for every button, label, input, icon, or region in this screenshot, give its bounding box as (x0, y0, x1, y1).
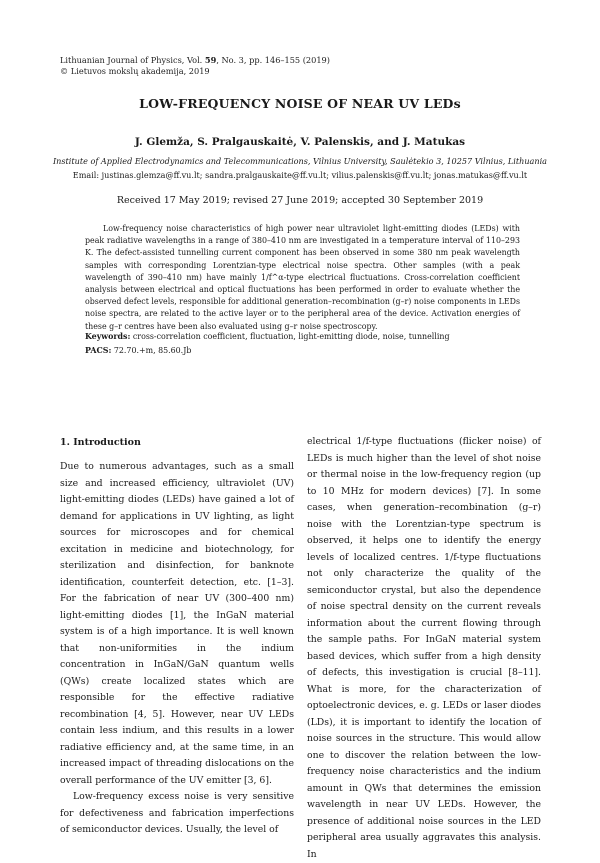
paragraph: Due to numerous advantages, such as a small size and increased efficiency, ultraviolet (UV) light-emitting diodes (LEDs) have gained a lot of demand for applications in UV lighting, as light sources for microscopes and for chemical excitation in medicine and biotechnology, for sterilization and disinfection, for banknote identification, counterfeit detection, etc. [1–3]. For the fabrication of near UV (300–400 nm) light-emitting diodes [1], the InGaN material system is of a high importance. It is well known that non-uniformities in the indium concentration in InGaN/GaN quantum wells (QWs) create localized states which are responsible for the effective radiative recombination [4, 5]. However, near UV LEDs contain less indium, and this results in a lower radiative efficiency and, at the same time, in an increased impact of threading dislocations on the overall performance of the UV emitter [3, 6]. (60, 461, 294, 786)
journal-citation: Lithuanian Journal of Physics, Vol. 59, No. 3, pp. 146–155 (2019) (60, 55, 330, 65)
received-dates: Received 17 May 2019; revised 27 June 2019; accepted 30 September 2019 (116, 195, 484, 206)
keywords (85, 331, 520, 343)
pacs-text: 72.70.+m, 85.60.Jb (111, 346, 192, 355)
pacs (85, 345, 520, 357)
email-list: Email: justinas.glemza@ff.vu.lt; sandra.pralgauskaite@ff.vu.lt; vilius.palenskis@ff.vu.lt; jonas.matukas@ff.vu.lt (72, 170, 528, 180)
left-column (60, 459, 294, 839)
section-heading: 1. Introduction (60, 437, 141, 448)
paragraph: electrical 1/f-type fluctuations (flicker noise) of LEDs is much higher than the level of shot noise or thermal noise in the low-frequency region (up to 10 MHz for modern devices) [7]. In some cases, when generation–recombination (g–r) noise with the Lorentzian-type spectrum is observed, it helps one to identify the energy levels of localized centres. 1/f-type fluctuations not only characterize the quality of the semiconductor crystal, but also the dependence of noise spectral density on the current reveals information about the current flowing through the sample paths. For InGaN material system based devices, which suffer from a high density of defects, this investigation is crucial [8–11]. What is more, for the characterization of optoelectronic devices, e. g. LEDs or laser diodes (LDs), it is important to identify the location of noise sources in the structure. This would allow one to discover the relation between the low-frequency noise characteristics and the indium amount in QWs that determines the emission wavelength in near UV LEDs. However, the presence of additional noise sources in the LED peripheral area usually aggravates this analysis. In (307, 436, 541, 860)
journal-copyright: © Lietuvos mokslų akademija, 2019 (60, 66, 210, 76)
pacs-label: PACS: (85, 346, 112, 355)
keywords-label: Keywords: (85, 332, 131, 341)
abstract: Low-frequency noise characteristics of high power near ultraviolet light-emitting diodes (LEDs) with peak radiative wavelengths in a range of 380–410 nm are investigated in a temperature interval of 110–293 K. The defect-assisted tunnelling current component has been observed in some 380 nm peak wavelength samples with corresponding Lorentzian-type electrical noise spectra. Other samples (with a peak wavelength of 390–410 nm) have mainly 1/f^α-type electrical fluctuations. Cross-correlation coefficient analysis between electrical and optical fluctuations has been performed in order to evaluate whether the observed defect levels, responsible for additional generation–recombination (g–r) noise components in LEDs noise spectra, are related to the active layer or to the peripheral area of the device. Activation energies of these g–r centres have been also evaluated using g–r noise spectroscopy. (85, 224, 520, 331)
journal-header (60, 55, 330, 77)
paper-title: LOW-FREQUENCY NOISE OF NEAR UV LEDs (139, 96, 461, 111)
keywords-text: cross-correlation coefficient, fluctuation, light-emitting diode, noise, tunnelling (130, 332, 450, 341)
right-column (307, 434, 541, 863)
journal-volume: 59 (204, 55, 217, 65)
paragraph: Low-frequency excess noise is very sensitive for defectiveness and fabrication imperfections of semiconductor devices. Usually, the level of (60, 791, 294, 835)
authors: J. Glemža, S. Pralgauskaitė, V. Palenskis, and J. Matukas (134, 136, 466, 148)
affiliation: Institute of Applied Electrodynamics and Telecommunications, Vilnius University, Saulėtekio 3, 10257 Vilnius, Lithuania (52, 156, 548, 166)
